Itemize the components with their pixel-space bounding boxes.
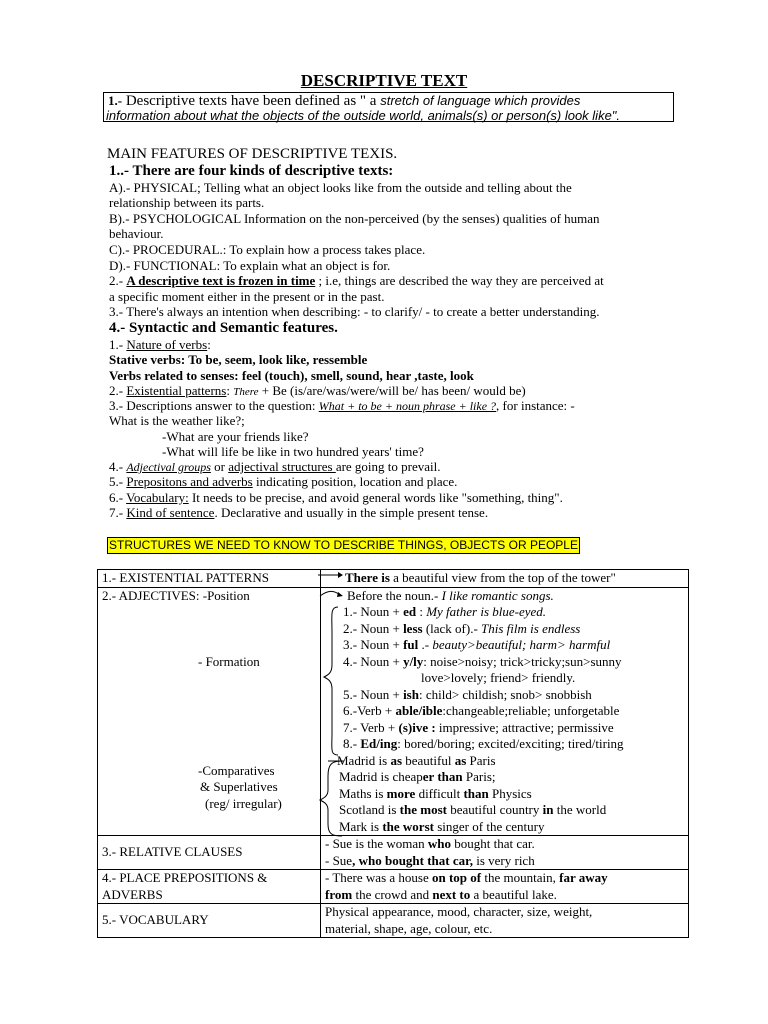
item-2-line-2: a specific moment either in the present or in the past. xyxy=(109,289,385,304)
structures-banner: STRUCTURES WE NEED TO KNOW TO DESCRIBE THINGS, OBJECTS OR PEOPLE xyxy=(109,538,578,552)
text: a beautiful lake. xyxy=(470,886,557,902)
table-row xyxy=(98,570,689,588)
text: Paris xyxy=(466,752,496,768)
syntactic-item-3 xyxy=(109,398,575,414)
rest: It needs to be precise, and avoid general words like "something, thing". xyxy=(188,490,563,505)
comparative-3 xyxy=(339,786,684,803)
keyword: , who bought that car, xyxy=(352,852,473,868)
text: 4.- Noun + xyxy=(343,653,404,669)
text: : xyxy=(416,604,427,619)
text: : noise>noisy; trick>tricky;sun>sunny xyxy=(423,653,622,669)
text: 7.- Verb + xyxy=(343,719,399,735)
syntactic-item-7 xyxy=(109,505,488,521)
syntactic-item-6 xyxy=(109,490,563,506)
keyword: more xyxy=(386,785,416,801)
comparative-1 xyxy=(337,753,684,770)
key-2: adjectival structures xyxy=(228,459,336,474)
text: Scotland is xyxy=(339,802,400,817)
row-label: 5.- VOCABULARY xyxy=(98,904,321,938)
table-row xyxy=(98,587,689,836)
suffix: ed xyxy=(403,604,417,619)
number: 5.- xyxy=(109,474,124,489)
row-content xyxy=(321,836,689,870)
key: Kind of sentence xyxy=(126,505,215,520)
vocabulary-line-1: Physical appearance, mood, character, size, weight, xyxy=(325,904,593,919)
definition-quote-part-2: information about what the objects of the outside world, animals(s) or person(s) look like". xyxy=(106,108,621,123)
rest: indicating position, location and place. xyxy=(252,474,458,489)
text: beautiful country xyxy=(446,802,543,817)
definition-quote-part-1: stretch of language which provides xyxy=(380,93,581,108)
text: Madrid is cheap xyxy=(339,769,423,784)
text: - Sue xyxy=(325,852,353,868)
bold: There xyxy=(345,570,378,585)
keyword: on top of xyxy=(431,870,482,885)
text: impressive; attractive; permissive xyxy=(435,719,614,735)
suffix: less xyxy=(403,620,423,636)
table-row xyxy=(98,870,689,904)
question-1: What is the weather like?; xyxy=(109,413,245,428)
keyword: as xyxy=(390,752,403,768)
key: Vocabulary: xyxy=(126,490,189,505)
colon: : xyxy=(226,383,230,398)
text: :changeable;reliable; unforgetable xyxy=(442,703,620,718)
syntactic-item-1 xyxy=(109,337,211,353)
label-superlatives: & Superlatives xyxy=(200,778,278,794)
definition-lead: Descriptive texts have been defined as " a xyxy=(125,93,377,109)
item-2-line-1 xyxy=(109,273,604,289)
text: : bored/boring; excited/exciting; tired/tiring xyxy=(397,736,624,751)
number: 7.- xyxy=(109,505,124,520)
text: 5.- Noun + xyxy=(343,686,404,702)
keyword: far away xyxy=(559,870,608,885)
formation-3 xyxy=(343,637,684,654)
text: the world xyxy=(553,802,607,817)
formation-4 xyxy=(343,654,684,671)
text: 2.- Noun + xyxy=(343,620,404,636)
suffix: ish xyxy=(403,686,419,702)
brace-icon xyxy=(320,603,340,759)
text: Paris; xyxy=(462,769,496,784)
item-3: 3.- There's always an intention when describing: - to clarify/ - to create a better understanding. xyxy=(109,304,600,319)
row-label: 1.- EXISTENTIAL PATTERNS xyxy=(98,570,321,588)
main-features-heading: MAIN FEATURES OF DESCRIPTIVE TEXIS. xyxy=(107,146,398,162)
row-label: 3.- RELATIVE CLAUSES xyxy=(98,836,321,870)
label-line-2: ADVERBS xyxy=(102,886,163,902)
keyword: the worst xyxy=(382,818,434,834)
suffix: y/ly xyxy=(403,653,424,669)
text: Maths is xyxy=(339,785,387,801)
preposition-example-2 xyxy=(325,887,684,904)
suffix: Ed/ing xyxy=(360,736,398,751)
text: is very rich xyxy=(472,852,535,868)
text: difficult xyxy=(415,785,464,801)
text: 8.- xyxy=(343,736,361,751)
text: the mountain, xyxy=(481,870,560,885)
kind-procedural: C).- PROCEDURAL.: To explain how a process takes place. xyxy=(109,242,426,257)
label-regular-irregular: (reg/ irregular) xyxy=(205,795,282,811)
row-content xyxy=(321,570,689,588)
kind-psychological-line-1: B).- PSYCHOLOGICAL Information on the non-perceived (by the senses) qualities of human xyxy=(109,211,600,226)
rest: , for instance: - xyxy=(496,398,575,413)
table-row xyxy=(98,904,689,938)
keyword: er than xyxy=(422,769,463,784)
label-position: 2.- ADJECTIVES: -Position xyxy=(102,587,250,603)
keyword: in xyxy=(542,802,554,817)
formation-8 xyxy=(343,736,684,753)
text: singer of the century xyxy=(433,818,545,834)
number: 1.- xyxy=(109,337,124,352)
syntactic-item-4 xyxy=(109,459,441,475)
syntactic-item-5 xyxy=(109,474,457,490)
suffix: (s)ive : xyxy=(398,719,436,735)
question-2: -What are your friends like? xyxy=(162,429,309,444)
keyword: from xyxy=(325,886,353,902)
label-line-1: 4.- PLACE PREPOSITIONS & xyxy=(102,870,268,885)
example: I like romantic songs. xyxy=(441,587,554,603)
formula: What + to be + noun phrase + like ? xyxy=(318,399,497,413)
keyword: who xyxy=(427,836,452,851)
bold: is xyxy=(381,570,390,585)
kind-physical-line-1: A).- PHYSICAL; Telling what an object looks like from the outside and telling about the xyxy=(109,180,572,195)
text: .- xyxy=(418,637,433,652)
formation-4-continued: love>lovely; friend> friendly. xyxy=(421,670,576,685)
rest: + Be (is/are/was/were/will be/ has been/ would be) xyxy=(258,383,526,398)
text: Physics xyxy=(488,785,532,801)
kinds-heading: 1..- There are four kinds of descriptive texts: xyxy=(109,163,394,179)
mid: or xyxy=(210,459,229,474)
row-content xyxy=(321,904,689,938)
suffix: able/ible xyxy=(395,703,443,718)
text: bought that car. xyxy=(451,836,535,851)
item-2-number: 2.- xyxy=(109,273,124,288)
preposition-example-1 xyxy=(325,870,684,887)
formation-7 xyxy=(343,720,684,737)
comparative-2 xyxy=(339,769,684,786)
key: Existential patterns xyxy=(126,383,227,398)
vocabulary-line-2: material, shape, age, colour, etc. xyxy=(325,920,493,936)
text: 1.- Noun + xyxy=(343,604,404,619)
row-label xyxy=(98,870,321,904)
kind-psychological-line-2: behaviour. xyxy=(109,226,164,241)
key: Adjectival groups xyxy=(126,460,211,474)
rest: are going to prevail. xyxy=(335,459,441,474)
text: Before the noun.- xyxy=(347,587,442,603)
label-comparatives: -Comparatives xyxy=(198,762,275,778)
text: - There was a house xyxy=(325,870,432,885)
text: the crowd and xyxy=(352,886,433,902)
label-formation: - Formation xyxy=(198,653,260,669)
superlative-1 xyxy=(339,802,684,819)
row-content xyxy=(321,587,689,836)
example: My father is blue-eyed. xyxy=(426,604,547,619)
colon: : xyxy=(207,337,211,352)
relative-example-1 xyxy=(325,836,684,853)
table-row xyxy=(98,836,689,870)
kind-physical-line-2: relationship between its parts. xyxy=(109,195,265,210)
relative-example-2 xyxy=(325,853,684,870)
formation-5 xyxy=(343,687,684,704)
text: : child> childish; snob> snobbish xyxy=(418,686,592,702)
text: Mark is xyxy=(339,818,383,834)
sense-verbs: Verbs related to senses: feel (touch), smell, sound, hear ,taste, look xyxy=(109,368,474,383)
question-3: -What will life be like in two hundred years' time? xyxy=(162,444,424,459)
rest: a beautiful view from the top of the tower" xyxy=(389,570,616,585)
keyword: next to xyxy=(432,886,471,902)
brace-icon xyxy=(314,756,344,840)
text: (lack of).- xyxy=(422,620,482,636)
text: beautiful xyxy=(402,752,455,768)
key: Prepositons and adverbs xyxy=(126,474,253,489)
item-2-rest: ; i.e, things are described the way they are perceived at xyxy=(315,273,604,288)
text: 3.- Noun + xyxy=(343,637,404,652)
text: - Sue is the woman xyxy=(325,836,428,851)
structures-table xyxy=(97,569,689,938)
text: 6.-Verb + xyxy=(343,703,396,718)
keyword: as xyxy=(454,752,467,768)
row-label xyxy=(98,587,321,836)
text: Madrid is xyxy=(337,752,391,768)
page-title: DESCRIPTIVE TEXT xyxy=(300,71,468,90)
keyword: than xyxy=(463,785,489,801)
keyword: the most xyxy=(399,802,447,817)
item-2-key: A descriptive text is frozen in time xyxy=(126,273,316,288)
definition-line-1 xyxy=(108,93,580,109)
text: 3.- Descriptions answer to the question: xyxy=(109,398,319,413)
formation-2 xyxy=(343,621,684,638)
definition-number: 1.- xyxy=(108,93,123,108)
row-content xyxy=(321,870,689,904)
number: 2.- xyxy=(109,383,124,398)
example: This film is endless xyxy=(481,620,581,636)
key: Nature of verbs xyxy=(126,337,208,352)
example: beauty>beautiful; harm> harmful xyxy=(432,637,611,652)
stative-verbs: Stative verbs: To be, seem, look like, ressemble xyxy=(109,352,368,367)
kind-functional: D).- FUNCTIONAL: To explain what an object is for. xyxy=(109,258,391,273)
syntactic-heading: 4.- Syntactic and Semantic features. xyxy=(109,320,338,336)
there: There xyxy=(233,386,259,398)
suffix: ful xyxy=(403,637,419,652)
superlative-2 xyxy=(339,819,684,836)
number: 4.- xyxy=(109,459,124,474)
formation-6 xyxy=(343,703,684,720)
rest: . Declarative and usually in the simple present tense. xyxy=(214,505,489,520)
before-noun xyxy=(343,588,684,605)
formation-1 xyxy=(343,604,684,621)
number: 6.- xyxy=(109,490,124,505)
